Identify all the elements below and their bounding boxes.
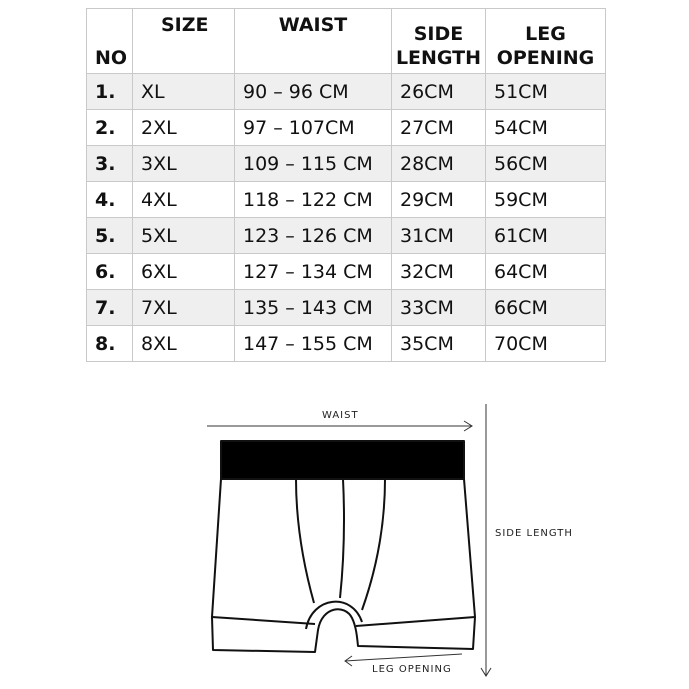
row-size: XL <box>133 74 235 110</box>
row-size: 3XL <box>133 146 235 182</box>
row-side-length: 26CM <box>392 74 486 110</box>
row-size: 5XL <box>133 218 235 254</box>
row-size: 2XL <box>133 110 235 146</box>
row-leg-opening: 54CM <box>486 110 606 146</box>
row-waist: 109 – 115 CM <box>235 146 392 182</box>
waist-label: WAIST <box>322 410 359 421</box>
header-leg-opening-line2: OPENING <box>496 47 595 69</box>
row-no: 2. <box>87 110 133 146</box>
header-side-length-line1: SIDE <box>413 23 464 45</box>
row-side-length: 31CM <box>392 218 486 254</box>
row-leg-opening: 66CM <box>486 290 606 326</box>
row-size: 6XL <box>133 254 235 290</box>
boxer-outline <box>212 441 475 652</box>
row-leg-opening: 70CM <box>486 326 606 362</box>
row-no: 7. <box>87 290 133 326</box>
header-size: SIZE <box>133 9 235 74</box>
row-no: 1. <box>87 74 133 110</box>
row-side-length: 28CM <box>392 146 486 182</box>
row-no: 4. <box>87 182 133 218</box>
row-leg-opening: 61CM <box>486 218 606 254</box>
row-waist: 90 – 96 CM <box>235 74 392 110</box>
row-side-length: 27CM <box>392 110 486 146</box>
row-side-length: 29CM <box>392 182 486 218</box>
row-waist: 135 – 143 CM <box>235 290 392 326</box>
side-length-label: SIDE LENGTH <box>495 528 573 539</box>
row-waist: 127 – 134 CM <box>235 254 392 290</box>
row-size: 8XL <box>133 326 235 362</box>
row-side-length: 32CM <box>392 254 486 290</box>
row-leg-opening: 56CM <box>486 146 606 182</box>
row-leg-opening: 59CM <box>486 182 606 218</box>
header-leg-opening-line1: LEG <box>525 23 566 45</box>
row-waist: 123 – 126 CM <box>235 218 392 254</box>
row-no: 6. <box>87 254 133 290</box>
header-no: NO <box>87 9 133 74</box>
row-size: 7XL <box>133 290 235 326</box>
row-waist: 147 – 155 CM <box>235 326 392 362</box>
row-side-length: 35CM <box>392 326 486 362</box>
row-no: 3. <box>87 146 133 182</box>
row-waist: 97 – 107CM <box>235 110 392 146</box>
side-length-arrow <box>481 404 491 676</box>
row-waist: 118 – 122 CM <box>235 182 392 218</box>
waist-arrow <box>207 421 472 431</box>
header-side-length-line2: LENGTH <box>395 47 482 69</box>
row-side-length: 33CM <box>392 290 486 326</box>
row-no: 5. <box>87 218 133 254</box>
row-size: 4XL <box>133 182 235 218</box>
row-leg-opening: 51CM <box>486 74 606 110</box>
leg-opening-label: LEG OPENING <box>372 664 452 675</box>
header-waist: WAIST <box>235 9 392 74</box>
row-no: 8. <box>87 326 133 362</box>
waistband <box>221 441 464 479</box>
row-leg-opening: 64CM <box>486 254 606 290</box>
